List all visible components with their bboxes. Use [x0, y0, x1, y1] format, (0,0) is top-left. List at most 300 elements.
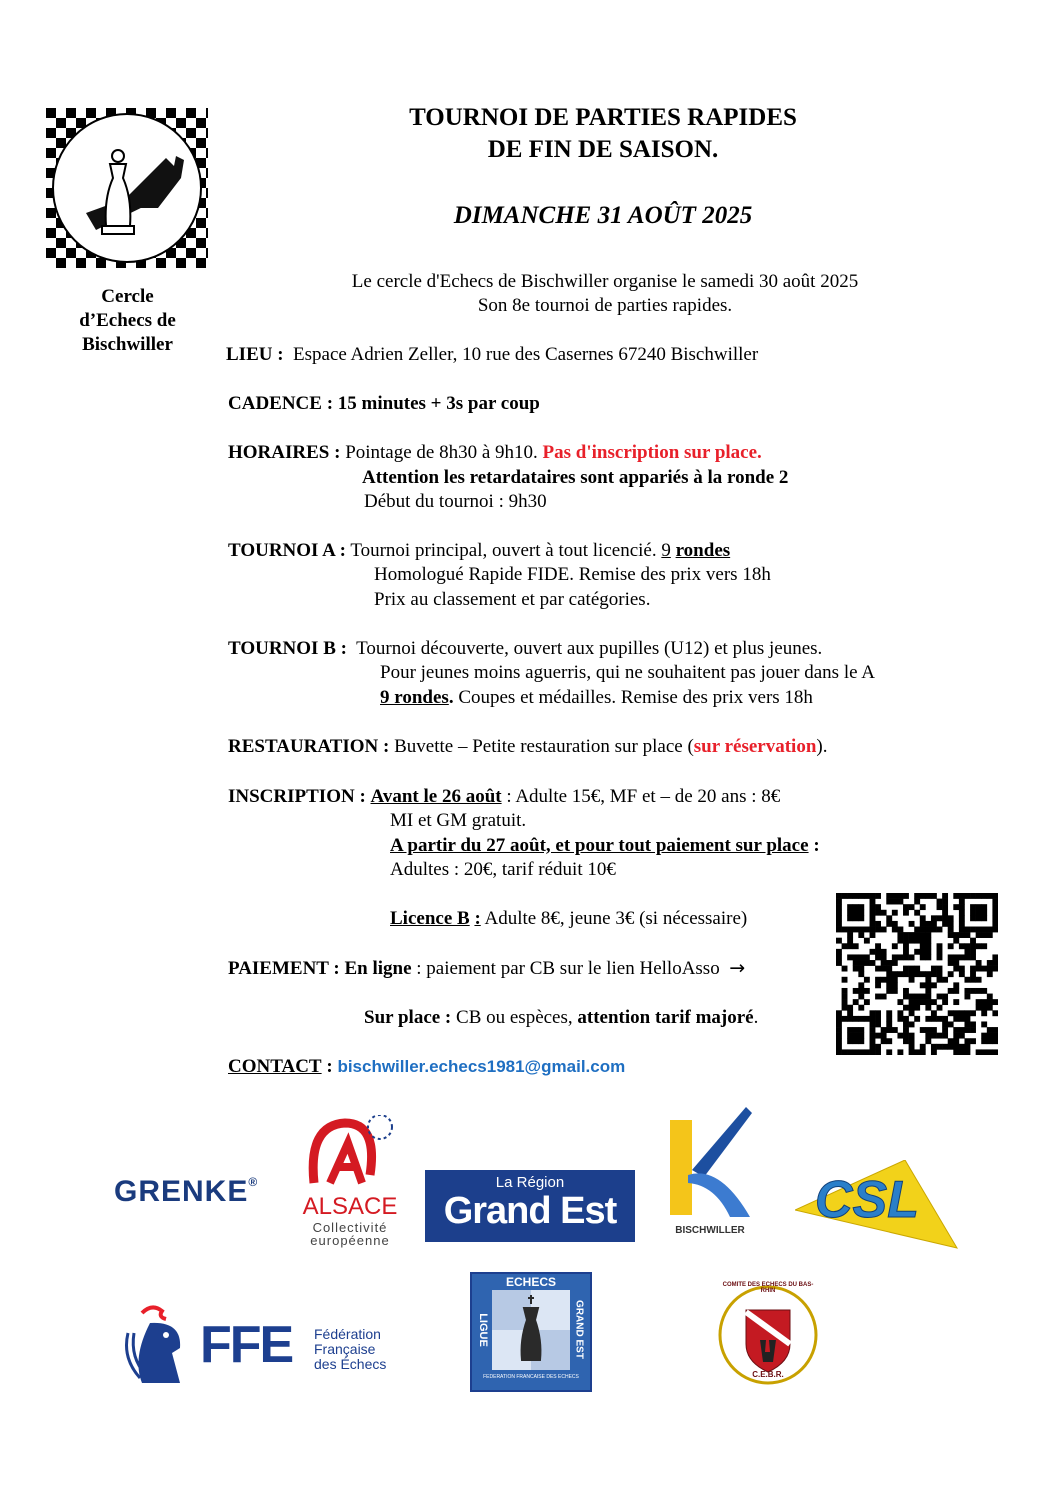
comite-abbr: C.E.B.R. — [752, 1370, 784, 1379]
qr-module — [953, 1033, 959, 1039]
qr-module — [914, 949, 920, 955]
qr-module — [942, 1027, 948, 1033]
qr-module — [903, 1005, 909, 1011]
qr-module — [858, 966, 864, 972]
qr-module — [964, 943, 970, 949]
qr-module — [914, 893, 920, 899]
qr-module — [847, 1033, 853, 1039]
qr-module — [870, 932, 876, 938]
qr-module — [909, 1005, 915, 1011]
qr-module — [881, 1027, 887, 1033]
tournoi-a-line2: Homologué Rapide FIDE. Remise des prix vers 18h — [374, 564, 771, 585]
qr-module — [942, 1016, 948, 1022]
qr-module — [970, 988, 976, 994]
qr-module — [909, 971, 915, 977]
qr-module — [870, 893, 876, 899]
qr-module — [858, 932, 864, 938]
qr-module — [836, 910, 842, 916]
tournoi-b-label: TOURNOI B : — [228, 638, 347, 659]
qr-module — [909, 1044, 915, 1050]
qr-module — [870, 1044, 876, 1050]
qr-module — [853, 999, 859, 1005]
ligue-top: ECHECS — [505, 1275, 556, 1289]
qr-module — [836, 899, 842, 905]
qr-module — [987, 1027, 993, 1033]
qr-module — [903, 966, 909, 972]
qr-module — [886, 982, 892, 988]
qr-module — [937, 1033, 943, 1039]
qr-module — [870, 921, 876, 927]
qr-module — [853, 943, 859, 949]
qr-module — [853, 893, 859, 899]
qr-module — [853, 1049, 859, 1055]
qr-module — [886, 1010, 892, 1016]
qr-module — [847, 1038, 853, 1044]
grenke-mark: ® — [248, 1175, 259, 1189]
qr-module — [959, 899, 965, 905]
helloasso-qr-code[interactable] — [836, 893, 998, 1055]
ligue-inner — [492, 1290, 570, 1370]
qr-module — [953, 954, 959, 960]
qr-module — [981, 927, 987, 933]
qr-module — [920, 943, 926, 949]
qr-module — [937, 971, 943, 977]
qr-module — [897, 1033, 903, 1039]
ffe-name: FFE — [200, 1316, 293, 1374]
qr-module — [959, 971, 965, 977]
qr-module — [976, 988, 982, 994]
csl-name: CSL — [815, 1171, 919, 1229]
qr-module — [870, 910, 876, 916]
qr-module — [925, 927, 931, 933]
inscription-after-colon: : — [813, 835, 820, 856]
qr-module — [847, 1016, 853, 1022]
qr-module — [981, 943, 987, 949]
qr-module — [981, 1049, 987, 1055]
tournoi-a-rounds-word: rondes — [675, 540, 731, 561]
alsace-logo — [300, 1115, 400, 1248]
ffe-rooster-icon — [122, 1303, 202, 1388]
lieu-text: Espace Adrien Zeller, 10 rue des Casernes 67240 Bischwiller — [293, 344, 759, 365]
qr-module — [942, 977, 948, 983]
qr-module — [836, 960, 842, 966]
qr-module — [942, 899, 948, 905]
qr-module — [970, 971, 976, 977]
qr-module — [948, 932, 954, 938]
qr-module — [886, 1027, 892, 1033]
qr-module — [920, 932, 926, 938]
qr-module — [847, 943, 853, 949]
qr-module — [976, 977, 982, 983]
qr-module — [959, 943, 965, 949]
qr-module — [836, 1033, 842, 1039]
qr-module — [948, 988, 954, 994]
qr-module — [903, 971, 909, 977]
qr-module — [925, 932, 931, 938]
qr-module — [897, 999, 903, 1005]
qr-module — [953, 904, 959, 910]
qr-module — [970, 977, 976, 983]
qr-module — [853, 988, 859, 994]
qr-module — [981, 999, 987, 1005]
qr-module — [836, 1049, 842, 1055]
qr-module — [948, 1038, 954, 1044]
qr-module — [836, 1027, 842, 1033]
qr-module — [914, 1005, 920, 1011]
qr-module — [875, 1044, 881, 1050]
qr-module — [931, 966, 937, 972]
qr-module — [976, 893, 982, 899]
qr-module — [870, 1010, 876, 1016]
qr-module — [920, 982, 926, 988]
ligue-grand-est-logo — [470, 1272, 592, 1392]
qr-module — [920, 971, 926, 977]
qr-module — [920, 921, 926, 927]
qr-module — [836, 1016, 842, 1022]
qr-module — [897, 1016, 903, 1022]
qr-module — [914, 910, 920, 916]
qr-module — [981, 915, 987, 921]
qr-module — [864, 960, 870, 966]
qr-module — [992, 1027, 998, 1033]
qr-module — [931, 1033, 937, 1039]
restauration-text: Buvette – Petite restauration sur place ( — [394, 736, 694, 757]
qr-module — [881, 954, 887, 960]
horaires-warning: Pas d'inscription sur place. — [542, 442, 762, 463]
qr-module — [886, 966, 892, 972]
qr-module — [903, 1016, 909, 1022]
qr-module — [875, 927, 881, 933]
qr-module — [931, 921, 937, 927]
qr-module — [948, 1010, 954, 1016]
restauration-close: ). — [816, 736, 828, 757]
qr-module — [858, 954, 864, 960]
qr-module — [931, 893, 937, 899]
king-piece-icon — [492, 1290, 570, 1370]
qr-module — [858, 994, 864, 1000]
qr-module — [909, 954, 915, 960]
qr-module — [981, 904, 987, 910]
qr-module — [925, 1027, 931, 1033]
qr-module — [914, 932, 920, 938]
qr-module — [858, 910, 864, 916]
qr-module — [959, 1033, 965, 1039]
lieu-row — [226, 343, 758, 367]
qr-module — [909, 999, 915, 1005]
qr-module — [987, 1033, 993, 1039]
qr-module — [881, 949, 887, 955]
tournoi-b-line3: 9 rondes. Coupes et médailles. Remise des prix vers 18h — [380, 687, 813, 708]
qr-module — [937, 943, 943, 949]
qr-module — [920, 999, 926, 1005]
qr-module — [976, 960, 982, 966]
qr-module — [842, 966, 848, 972]
qr-module — [937, 994, 943, 1000]
qr-module — [903, 994, 909, 1000]
qr-module — [909, 1033, 915, 1039]
qr-module — [992, 954, 998, 960]
qr-module — [992, 927, 998, 933]
qr-module — [847, 932, 853, 938]
qr-module — [864, 1016, 870, 1022]
qr-module — [937, 927, 943, 933]
qr-module — [875, 1049, 881, 1055]
qr-module — [870, 899, 876, 905]
qr-module — [842, 927, 848, 933]
qr-module — [847, 915, 853, 921]
qr-module — [937, 1005, 943, 1011]
qr-module — [864, 927, 870, 933]
qr-module — [992, 904, 998, 910]
qr-module — [925, 1005, 931, 1011]
qr-module — [937, 899, 943, 905]
qr-module — [925, 1038, 931, 1044]
qr-module — [937, 915, 943, 921]
qr-module — [931, 927, 937, 933]
licence-text: Adulte 8€, jeune 3€ (si nécessaire) — [484, 908, 748, 929]
qr-module — [897, 893, 903, 899]
qr-module — [909, 966, 915, 972]
qr-module — [953, 938, 959, 944]
qr-module — [925, 921, 931, 927]
qr-module — [948, 954, 954, 960]
qr-module — [964, 1010, 970, 1016]
qr-module — [937, 977, 943, 983]
qr-module — [981, 1038, 987, 1044]
qr-module — [836, 1021, 842, 1027]
contact-label: CONTACT — [228, 1056, 322, 1077]
qr-module — [870, 915, 876, 921]
contact-row — [228, 1055, 625, 1079]
qr-module — [875, 910, 881, 916]
qr-module — [847, 927, 853, 933]
inscription-after-label: A partir du 27 août, et pour tout paiement sur place — [390, 835, 809, 856]
qr-module — [858, 960, 864, 966]
qr-module — [892, 971, 898, 977]
qr-module — [858, 982, 864, 988]
qr-module — [909, 938, 915, 944]
qr-module — [892, 893, 898, 899]
tournoi-b-row — [228, 637, 822, 661]
arrow-right-icon: → — [729, 957, 746, 979]
qr-module — [987, 927, 993, 933]
bischwiller-k-icon — [660, 1105, 760, 1220]
ligue-right: GRAND EST — [573, 1300, 585, 1359]
qr-module — [853, 1033, 859, 1039]
qr-module — [925, 977, 931, 983]
qr-module — [881, 960, 887, 966]
qr-module — [964, 1021, 970, 1027]
qr-module — [892, 988, 898, 994]
qr-module — [920, 904, 926, 910]
qr-module — [959, 893, 965, 899]
qr-module — [847, 1049, 853, 1055]
qr-module — [864, 1049, 870, 1055]
inscription-before-text: : Adulte 15€, MF et – de 20 ans : 8€ — [506, 786, 781, 807]
page-title: TOURNOI DE PARTIES RAPIDES DE FIN DE SAISON. — [409, 104, 797, 163]
qr-module — [897, 899, 903, 905]
qr-module — [847, 1010, 853, 1016]
horaires-row — [228, 441, 762, 465]
tournoi-b-line3-rest: Coupes et médailles. Remise des prix vers 18h — [458, 687, 813, 708]
qr-module — [914, 966, 920, 972]
qr-module — [942, 910, 948, 916]
tournoi-b-line2: Pour jeunes moins aguerris, qui ne souhaitent pas jouer dans le A — [380, 662, 875, 683]
qr-module — [881, 927, 887, 933]
paiement-place-text: CB ou espèces, — [456, 1007, 573, 1028]
qr-module — [903, 943, 909, 949]
qr-module — [875, 943, 881, 949]
qr-module — [847, 1005, 853, 1011]
bischwiller-logo — [660, 1105, 760, 1240]
qr-module — [920, 1044, 926, 1050]
qr-module — [920, 1049, 926, 1055]
qr-module — [903, 1038, 909, 1044]
qr-module — [937, 1044, 943, 1050]
qr-module — [870, 1021, 876, 1027]
qr-module — [886, 915, 892, 921]
restauration-row — [228, 735, 827, 759]
contact-email-link[interactable]: bischwiller.echecs1981@gmail.com — [337, 1057, 626, 1076]
qr-module — [881, 1038, 887, 1044]
grandest-top: La Région — [495, 1174, 565, 1191]
qr-module — [881, 966, 887, 972]
qr-module — [931, 1016, 937, 1022]
qr-module — [953, 982, 959, 988]
qr-module — [920, 1027, 926, 1033]
paiement-online-label: En ligne — [344, 958, 412, 979]
qr-module — [992, 1033, 998, 1039]
qr-module — [964, 994, 970, 1000]
inscription-row — [228, 785, 780, 809]
qr-module — [942, 904, 948, 910]
qr-module — [875, 966, 881, 972]
qr-module — [981, 932, 987, 938]
qr-module — [920, 994, 926, 1000]
tournoi-a-rounds-num: 9 — [661, 540, 671, 561]
qr-module — [964, 1016, 970, 1022]
qr-module — [875, 1021, 881, 1027]
qr-module — [875, 893, 881, 899]
qr-module — [886, 1038, 892, 1044]
qr-module — [953, 1027, 959, 1033]
alsace-name: ALSACE — [302, 1193, 398, 1220]
qr-module — [858, 1027, 864, 1033]
qr-module — [925, 971, 931, 977]
qr-module — [858, 971, 864, 977]
qr-module — [864, 977, 870, 983]
paiement-place-warning: attention tarif majoré — [577, 1007, 754, 1028]
qr-module — [909, 1049, 915, 1055]
qr-module — [981, 966, 987, 972]
ffe-sub1: Fédération — [314, 1326, 381, 1342]
qr-module — [987, 893, 993, 899]
horaires-line3: Début du tournoi : 9h30 — [364, 491, 547, 512]
qr-module — [892, 921, 898, 927]
qr-module — [976, 999, 982, 1005]
qr-module — [858, 1049, 864, 1055]
paiement-place-end: . — [753, 1007, 759, 1028]
qr-module — [948, 960, 954, 966]
qr-module — [925, 943, 931, 949]
qr-module — [942, 999, 948, 1005]
qr-module — [992, 960, 998, 966]
qr-module — [959, 1016, 965, 1022]
qr-module — [970, 938, 976, 944]
qr-module — [953, 1010, 959, 1016]
qr-module — [886, 1049, 892, 1055]
qr-module — [858, 904, 864, 910]
qr-module — [886, 899, 892, 905]
qr-module — [909, 1010, 915, 1016]
horaires-text: Pointage de 8h30 à 9h10. — [345, 442, 538, 463]
qr-module — [920, 927, 926, 933]
club-name: Cercle d’Echecs de Bischwiller — [79, 286, 176, 355]
qr-module — [909, 904, 915, 910]
qr-module — [987, 994, 993, 1000]
qr-module — [881, 910, 887, 916]
qr-module — [953, 999, 959, 1005]
qr-module — [981, 893, 987, 899]
qr-module — [920, 954, 926, 960]
qr-module — [875, 1033, 881, 1039]
qr-module — [925, 938, 931, 944]
qr-module — [909, 1038, 915, 1044]
qr-module — [992, 915, 998, 921]
qr-module — [864, 938, 870, 944]
qr-module — [842, 1016, 848, 1022]
alsace-sub2: européenne — [310, 1233, 390, 1248]
qr-module — [953, 960, 959, 966]
qr-module — [948, 943, 954, 949]
qr-module — [870, 1033, 876, 1039]
qr-module — [925, 1016, 931, 1022]
qr-module — [953, 1016, 959, 1022]
qr-module — [959, 1027, 965, 1033]
qr-module — [909, 977, 915, 983]
qr-module — [853, 927, 859, 933]
qr-module — [992, 893, 998, 899]
qr-module — [948, 1044, 954, 1050]
qr-module — [964, 1038, 970, 1044]
qr-module — [920, 938, 926, 944]
qr-module — [931, 1044, 937, 1050]
qr-module — [886, 1021, 892, 1027]
qr-module — [853, 966, 859, 972]
qr-module — [925, 1033, 931, 1039]
qr-module — [903, 910, 909, 916]
qr-module — [987, 999, 993, 1005]
contact-colon: : — [326, 1056, 333, 1077]
qr-module — [981, 1010, 987, 1016]
qr-module — [959, 1010, 965, 1016]
cadence-row: CADENCE : 15 minutes + 3s par coup — [228, 393, 540, 414]
qr-module — [981, 988, 987, 994]
qr-module — [903, 1033, 909, 1039]
qr-module — [970, 915, 976, 921]
qr-module — [920, 893, 926, 899]
qr-module — [981, 1033, 987, 1039]
qr-module — [953, 966, 959, 972]
qr-module — [992, 921, 998, 927]
qr-module — [920, 915, 926, 921]
ffe-sub — [314, 1327, 386, 1372]
qr-module — [847, 893, 853, 899]
qr-module — [964, 932, 970, 938]
ffe-sub3: des Échecs — [314, 1356, 387, 1372]
qr-module — [964, 949, 970, 955]
event-date: DIMANCHE 31 AOÛT 2025 — [453, 202, 753, 229]
